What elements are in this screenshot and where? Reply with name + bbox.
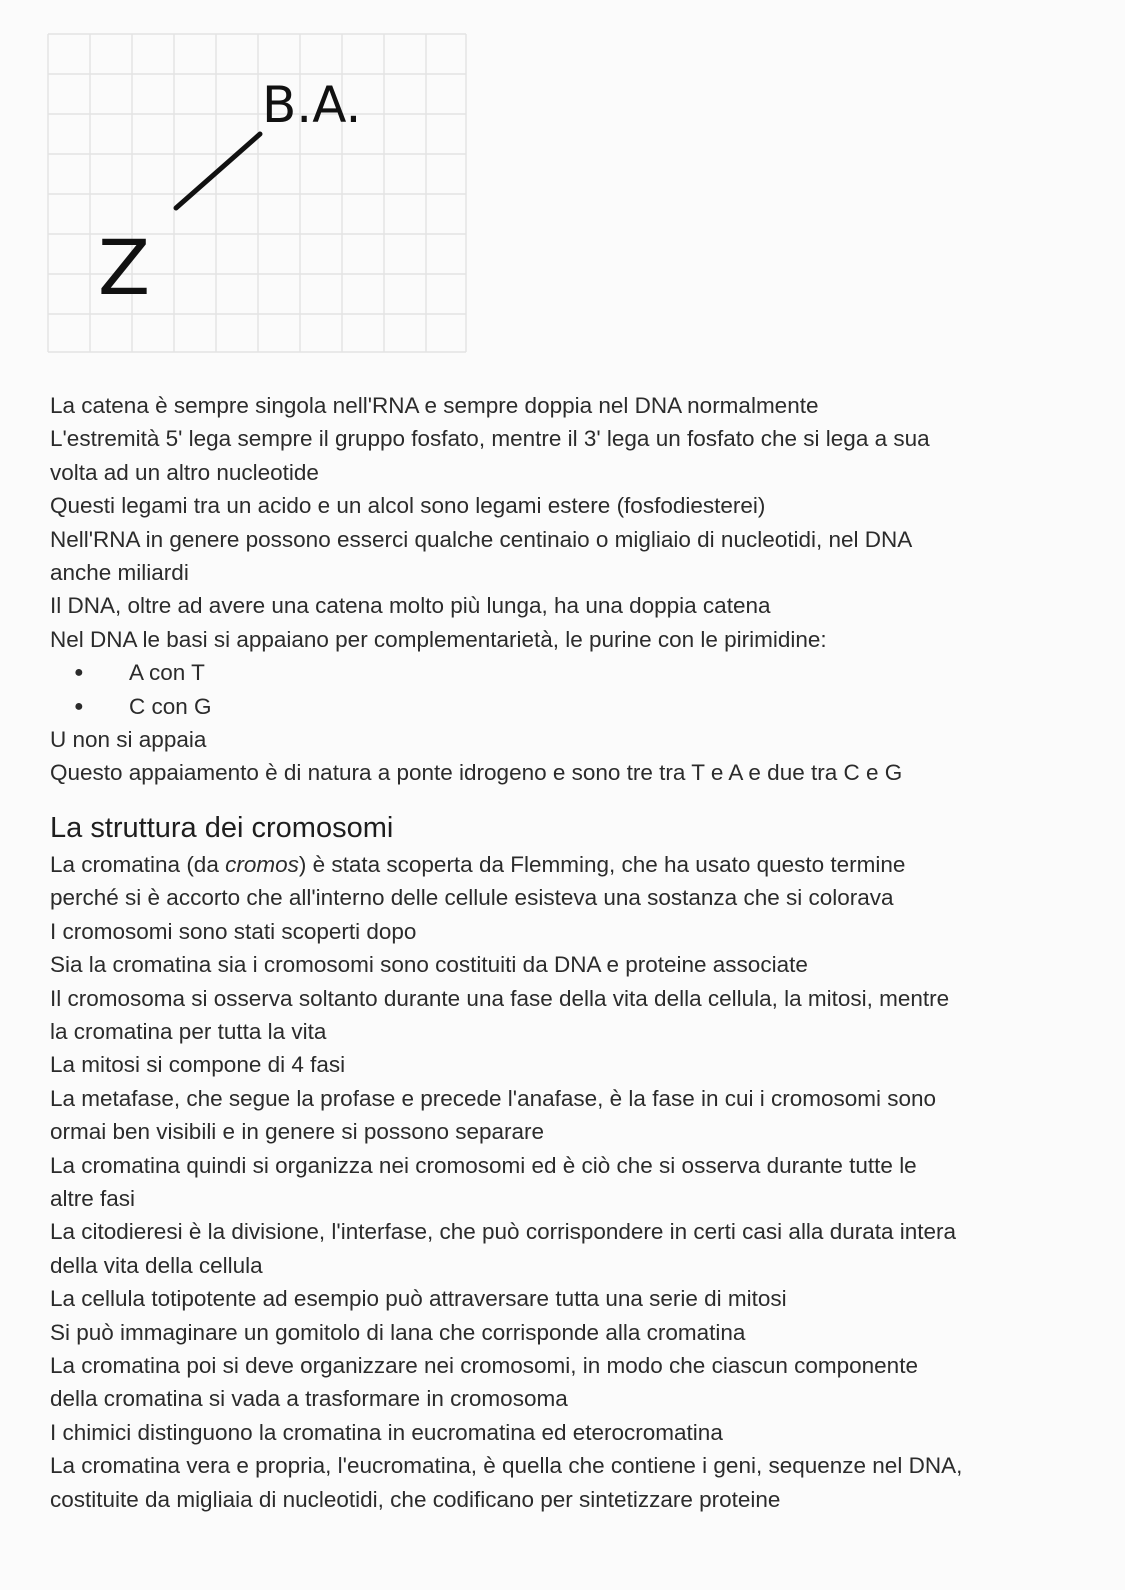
italic-term: cromos bbox=[225, 851, 299, 877]
paragraph-line: della cromatina si vada a trasformare in cromosoma bbox=[50, 1386, 568, 1412]
label-z: Z bbox=[98, 223, 151, 312]
paragraph-line: L'estremità 5' lega sempre il gruppo fosfato, mentre il 3' lega un fosfato che si lega a sua bbox=[50, 426, 930, 452]
paragraph-line: ormai ben visibili e in genere si possono separare bbox=[50, 1119, 545, 1145]
paragraph-line: La cromatina quindi si organizza nei cromosomi ed è ciò che si osserva durante tutte le bbox=[50, 1152, 917, 1178]
bullet-icon: ● bbox=[74, 664, 84, 682]
paragraph-line: La cromatina vera e propria, l'eucromatina, è quella che contiene i geni, sequenze nel DNA, bbox=[50, 1453, 963, 1479]
paragraph-line bbox=[50, 848, 1060, 881]
paragraph-line: La metafase, che segue la profase e precede l'anafase, è la fase in cui i cromosomi sono bbox=[50, 1085, 937, 1111]
paragraph-line: Questo appaiamento è di natura a ponte idrogeno e sono tre tra T e A e due tra C e G bbox=[50, 760, 903, 786]
paragraph-line: Nel DNA le basi si appaiano per complementarietà, le purine con le pirimidine: bbox=[50, 626, 827, 652]
list-item bbox=[50, 656, 1060, 689]
paragraph-line: Si può immaginare un gomitolo di lana che corrisponde alla cromatina bbox=[50, 1319, 746, 1345]
paragraph-line: volta ad un altro nucleotide bbox=[50, 459, 319, 485]
section-heading: La struttura dei cromosomi bbox=[50, 811, 394, 844]
paragraph-line: La mitosi si compone di 4 fasi bbox=[50, 1052, 346, 1078]
paragraph-line: La catena è sempre singola nell'RNA e sempre doppia nel DNA normalmente bbox=[50, 393, 819, 418]
paragraph-line: costituite da migliaia di nucleotidi, che codificano per sintetizzare proteine bbox=[50, 1486, 781, 1512]
paragraph-line: perché si è accorto che all'interno delle cellule esisteva una sostanza che si colorava bbox=[50, 885, 894, 911]
paragraph-line: Nell'RNA in genere possono esserci qualche centinaio o migliaio di nucleotidi, nel DNA bbox=[50, 526, 913, 552]
paragraph-line: Questi legami tra un acido e un alcol sono legami estere (fosfodiesterei) bbox=[50, 493, 766, 519]
paragraph-line: I cromosomi sono stati scoperti dopo bbox=[50, 918, 417, 944]
list-item bbox=[50, 690, 1060, 723]
paragraph-line: I chimici distinguono la cromatina in eucromatina ed eterocromatina bbox=[50, 1419, 723, 1445]
list-item-text: C con G bbox=[129, 693, 212, 719]
bullet-icon: ● bbox=[74, 697, 84, 715]
text-run: ) è stata scoperta da Flemming, che ha usato questo termine bbox=[298, 851, 906, 877]
paragraph-line: anche miliardi bbox=[50, 560, 189, 586]
paragraph-line: Il cromosoma si osserva soltanto durante una fase della vita della cellula, la mitosi, mentre bbox=[50, 985, 950, 1011]
diagonal-stroke bbox=[176, 134, 260, 208]
paragraph-line: della vita della cellula bbox=[50, 1252, 263, 1278]
paragraph-line: Sia la cromatina sia i cromosomi sono costituiti da DNA e proteine associate bbox=[50, 952, 808, 978]
paragraph-line: Il DNA, oltre ad avere una catena molto più lunga, ha una doppia catena bbox=[50, 593, 771, 619]
paragraph-line: La cellula totipotente ad esempio può attraversare tutta una serie di mitosi bbox=[50, 1286, 787, 1312]
paragraph-line: La cromatina poi si deve organizzare nei cromosomi, in modo che ciascun componente bbox=[50, 1352, 918, 1378]
paragraph-line: altre fasi bbox=[50, 1185, 136, 1211]
paragraph-line: la cromatina per tutta la vita bbox=[50, 1018, 327, 1044]
sketch-figure bbox=[44, 30, 474, 360]
text-run: La cromatina (da bbox=[50, 851, 226, 877]
label-b-a: B.A. bbox=[262, 76, 362, 134]
list-item-text: A con T bbox=[129, 660, 205, 686]
document-body bbox=[50, 389, 1060, 1516]
paragraph-line: U non si appaia bbox=[50, 727, 207, 753]
paragraph-line: La citodieresi è la divisione, l'interfase, che può corrispondere in certi casi alla durata intera bbox=[50, 1219, 957, 1245]
